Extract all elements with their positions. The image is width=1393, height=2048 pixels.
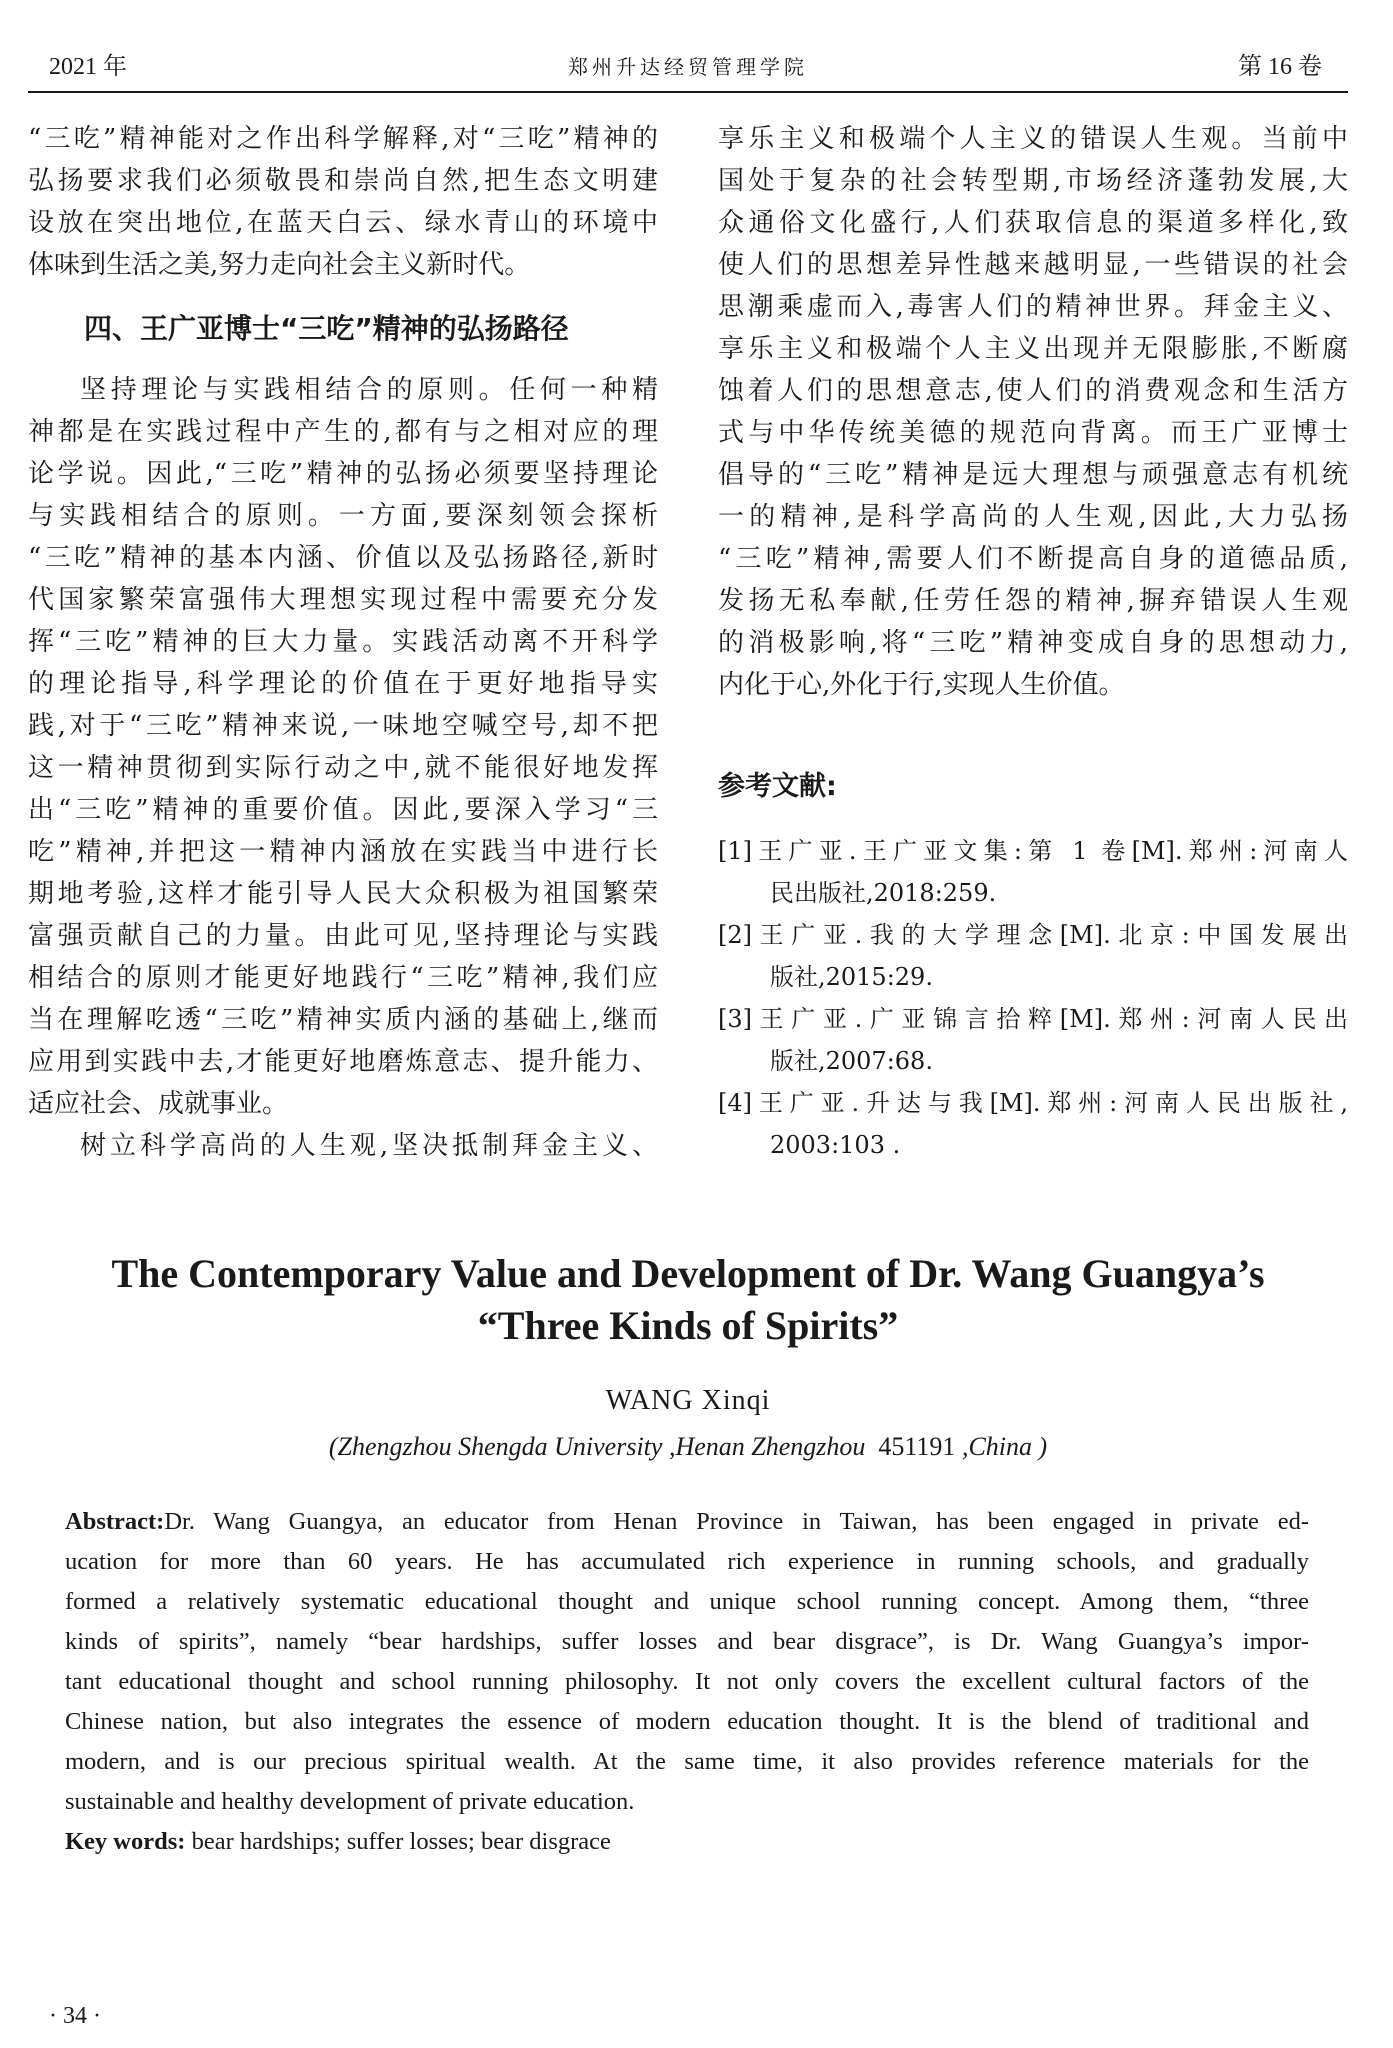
text-line: 蚀着人们的思想意志,使人们的消费观念和生活方 [718,376,1348,406]
keywords-line [65,1822,1309,1862]
text-line: 坚持理论与实践相结合的原则。任何一种精 [80,375,658,405]
header-rule [28,91,1348,93]
text-line: 众通俗文化盛行,人们获取信息的渠道多样化,致 [718,208,1348,238]
affiliation-country: ,China ) [961,1432,1048,1461]
reference-item-continuation: 2003:103 . [770,1131,901,1159]
text-line: 适应社会、成就事业。 [28,1089,289,1119]
text-line: “三吃”精神能对之作出科学解释,对“三吃”精神的 [28,124,658,154]
english-title [28,1248,1348,1352]
text-line: 当在理解吃透“三吃”精神实质内涵的基础上,继而 [28,1005,658,1035]
header-year: 2021 年 [49,54,127,80]
text-line: 出“三吃”精神的重要价值。因此,要深入学习“三 [28,795,658,825]
abstract-line: Chinese nation, but also integrates the essence of modern education thought. It is the blend of traditional and [65,1708,1309,1735]
text-line: 倡导的“三吃”精神是远大理想与顽强意志有机统 [718,460,1348,490]
text-line: 代国家繁荣富强伟大理想实现过程中需要充分发 [28,585,658,615]
text-line: 践,对于“三吃”精神来说,一味地空喊空号,却不把 [28,711,658,741]
abstract-line: tant educational thought and school running philosophy. It not only covers the excellent cultural factors of the [65,1668,1309,1695]
abstract-line: modern, and is our precious spiritual wealth. At the same time, it also provides reference materials for the [65,1748,1309,1775]
right-column [718,118,1348,1166]
text-line: 内化于心,外化于行,实现人生价值。 [718,670,1125,700]
text-line: “三吃”精神的基本内涵、价值以及弘扬路径,新时 [28,543,658,573]
text-line: 国处于复杂的社会转型期,市场经济蓬勃发展,大 [718,166,1348,196]
text-line: “三吃”精神,需要人们不断提高自身的道德品质, [718,544,1348,574]
section-heading: 四、王广亚博士“三吃”精神的弘扬路径 [84,312,569,345]
affiliation-institution: (Zhengzhou Shengda University ,Henan Zhengzhou [328,1432,866,1461]
text-line: 思潮乘虚而入,毒害人们的精神世界。拜金主义、 [718,292,1348,322]
reference-item-continuation: 版社,2015:29. [770,963,933,991]
text-line: 与实践相结合的原则。一方面,要深刻领会探析 [28,501,658,531]
text-line: 使人们的思想差异性越来越明显,一些错误的社会 [718,250,1348,280]
affiliation-postcode: 451191 [878,1432,956,1461]
abstract-line [65,1502,1309,1542]
text-line: 神都是在实践过程中产生的,都有与之相对应的理 [28,417,658,447]
text-line: 的理论指导,科学理论的价值在于更好地指导实 [28,669,658,699]
header-journal-name: 郑州升达经贸管理学院 [568,55,808,79]
keywords-text: bear hardships; suffer losses; bear disgrace [191,1828,611,1855]
header-volume: 第 16 卷 [1238,54,1322,80]
author-affiliation [28,1427,1348,1467]
reference-item: [4]王广亚.升达与我[M].郑州:河南人民出版社, [718,1089,1348,1117]
abstract-label: Abstract: [65,1508,165,1535]
abstract-text: Dr. Wang Guangya, an educator from Henan Province in Taiwan, has been engaged in private ed- [164,1508,1309,1535]
text-line: 发扬无私奉献,任劳任怨的精神,摒弃错误人生观 [718,586,1348,616]
text-line: 相结合的原则才能更好地践行“三吃”精神,我们应 [28,963,658,993]
text-line: 体味到生活之美,努力走向社会主义新时代。 [28,250,531,280]
text-line: 这一精神贯彻到实际行动之中,就不能很好地发挥 [28,753,658,783]
reference-item: [1]王广亚.王广亚文集:第 1 卷[M].郑州:河南人 [718,837,1348,865]
abstract-line: formed a relatively systematic educational thought and unique school running concept. Among them, “three [65,1588,1309,1615]
abstract-line: kinds of spirits”, namely “bear hardships, suffer losses and bear disgrace”, is Dr. Wang Guangya’s impor- [65,1628,1309,1655]
keywords-label: Key words: [65,1828,186,1855]
abstract-line: sustainable and healthy development of private education. [65,1788,635,1815]
english-title-line: The Contemporary Value and Development of Dr. Wang Guangya’s [111,1251,1265,1296]
references-heading: 参考文献: [718,771,837,802]
text-line: 式与中华传统美德的规范向背离。而王广亚博士 [718,418,1348,448]
reference-item: [2]王广亚.我的大学理念[M].北京:中国发展出 [718,921,1348,949]
reference-list [718,830,1348,1166]
english-title-line: “Three Kinds of Spirits” [477,1303,899,1348]
text-line: 论学说。因此,“三吃”精神的弘扬必须要坚持理论 [28,459,658,489]
text-line: 应用到实践中去,才能更好地磨炼意志、提升能力、 [28,1047,658,1077]
text-line: 吃”精神,并把这一精神内涵放在实践当中进行长 [28,837,658,867]
text-line: 的消极影响,将“三吃”精神变成自身的思想动力, [718,628,1348,658]
left-column [28,118,658,1167]
text-line: 弘扬要求我们必须敬畏和崇尚自然,把生态文明建 [28,166,658,196]
page-number: · 34 · [49,2003,101,2029]
text-line: 设放在突出地位,在蓝天白云、绿水青山的环境中 [28,208,658,238]
text-line: 富强贡献自己的力量。由此可见,坚持理论与实践 [28,921,658,951]
text-line: 树立科学高尚的人生观,坚决抵制拜金主义、 [80,1131,658,1161]
text-line: 享乐主义和极端个人主义出现并无限膨胀,不断腐 [718,334,1348,364]
reference-item-continuation: 民出版社,2018:259. [770,879,997,907]
reference-item: [3]王广亚.广亚锦言拾粹[M].郑州:河南人民出 [718,1005,1348,1033]
text-line: 一的精神,是科学高尚的人生观,因此,大力弘扬 [718,502,1348,532]
reference-item-continuation: 版社,2007:68. [770,1047,933,1075]
text-line: 挥“三吃”精神的巨大力量。实践活动离不开科学 [28,627,658,657]
running-header [28,46,1348,88]
abstract-block [65,1502,1309,1862]
text-line: 享乐主义和极端个人主义的错误人生观。当前中 [718,124,1348,154]
author-name: WANG Xinqi [605,1385,771,1416]
text-line: 期地考验,这样才能引导人民大众积极为祖国繁荣 [28,879,658,909]
abstract-line: ucation for more than 60 years. He has accumulated rich experience in running schools, and gradually [65,1548,1309,1575]
